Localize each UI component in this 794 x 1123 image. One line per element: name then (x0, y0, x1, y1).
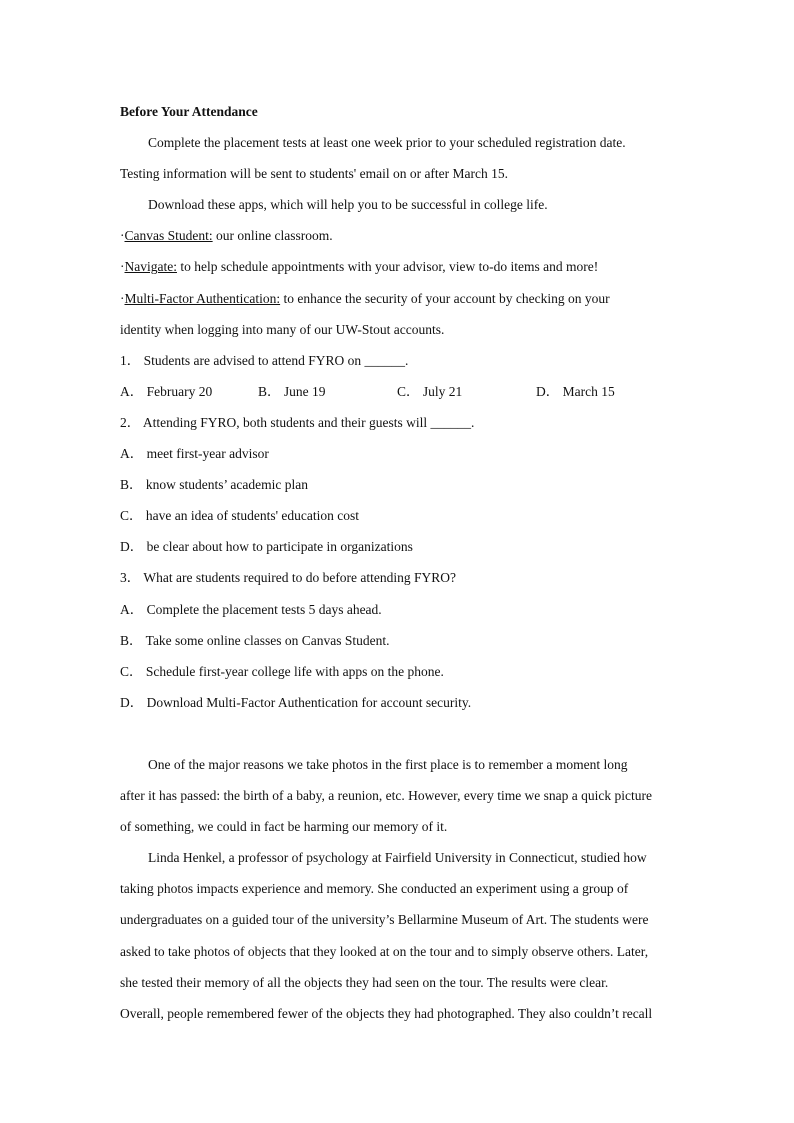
passage-line: Linda Henkel, a professor of psychology at Fairfield University in Connecticut, studied how (148, 850, 647, 866)
option-d: D． March 15 (536, 383, 615, 399)
option-c: C． Schedule first-year college life with apps on the phone. (120, 663, 444, 679)
paragraph-line: Download these apps, which will help you to be successful in college life. (148, 197, 548, 213)
passage-line: One of the major reasons we take photos in the first place is to remember a moment long (148, 756, 628, 772)
option-a: A． February 20 (120, 383, 213, 399)
option-c: C． have an idea of students' education cost (120, 508, 359, 524)
app-description: to enhance the security of your account by checking on your (280, 290, 610, 306)
bullet-marker: · (120, 228, 125, 244)
option-a: A． meet first-year advisor (120, 446, 269, 462)
paragraph-line: identity when logging into many of our UW-Stout accounts. (120, 321, 445, 337)
app-list-item (120, 288, 680, 319)
option-b: B． June 19 (258, 383, 326, 399)
passage-line: undergraduates on a guided tour of the university’s Bellarmine Museum of Art. The students were (120, 912, 649, 928)
document-page (120, 101, 680, 1034)
option-c: C． July 21 (397, 383, 463, 399)
passage-line: after it has passed: the birth of a baby, a reunion, etc. However, every time we snap a quick picture (120, 788, 653, 804)
option-d: D． be clear about how to participate in organizations (120, 539, 413, 555)
passage-line: she tested their memory of all the objects they had seen on the tour. The results were clear. (120, 974, 609, 990)
app-name: Canvas Student: (124, 228, 213, 244)
app-description: our online classroom. (212, 228, 333, 244)
section-heading: Before Your Attendance (120, 104, 258, 119)
app-list-item (120, 256, 680, 287)
option-d: D． Download Multi-Factor Authentication for account security. (120, 694, 472, 710)
bullet-marker: · (120, 290, 125, 306)
passage-line: asked to take photos of objects that they looked at on the tour and to simply observe others. Later, (120, 943, 649, 959)
paragraph-line: Complete the placement tests at least one week prior to your scheduled registration date. (148, 135, 626, 151)
bullet-marker: · (120, 259, 125, 275)
option-b: B． Take some online classes on Canvas Student. (120, 632, 390, 648)
app-list-item (120, 225, 680, 256)
passage-line: taking photos impacts experience and memory. She conducted an experiment using a group of (120, 881, 629, 897)
app-name: Navigate: (124, 259, 177, 275)
passage-line: of something, we could in fact be harming our memory of it. (120, 819, 448, 835)
question-stem: 1． Students are advised to attend FYRO on ______. (120, 352, 409, 368)
paragraph-line: Testing information will be sent to students' email on or after March 15. (120, 166, 509, 182)
app-description: to help schedule appointments with your advisor, view to-do items and more! (176, 259, 599, 275)
passage-line: Overall, people remembered fewer of the objects they had photographed. They also couldn’t recall (120, 1005, 653, 1021)
option-a: A． Complete the placement tests 5 days ahead. (120, 601, 382, 617)
option-b: B． know students’ academic plan (120, 477, 308, 493)
option-row (120, 381, 680, 412)
app-name: Multi-Factor Authentication: (124, 290, 281, 306)
blank-line (120, 723, 680, 754)
question-stem: 2． Attending FYRO, both students and their guests will ______. (120, 414, 475, 430)
question-stem: 3． What are students required to do before attending FYRO? (120, 570, 457, 586)
